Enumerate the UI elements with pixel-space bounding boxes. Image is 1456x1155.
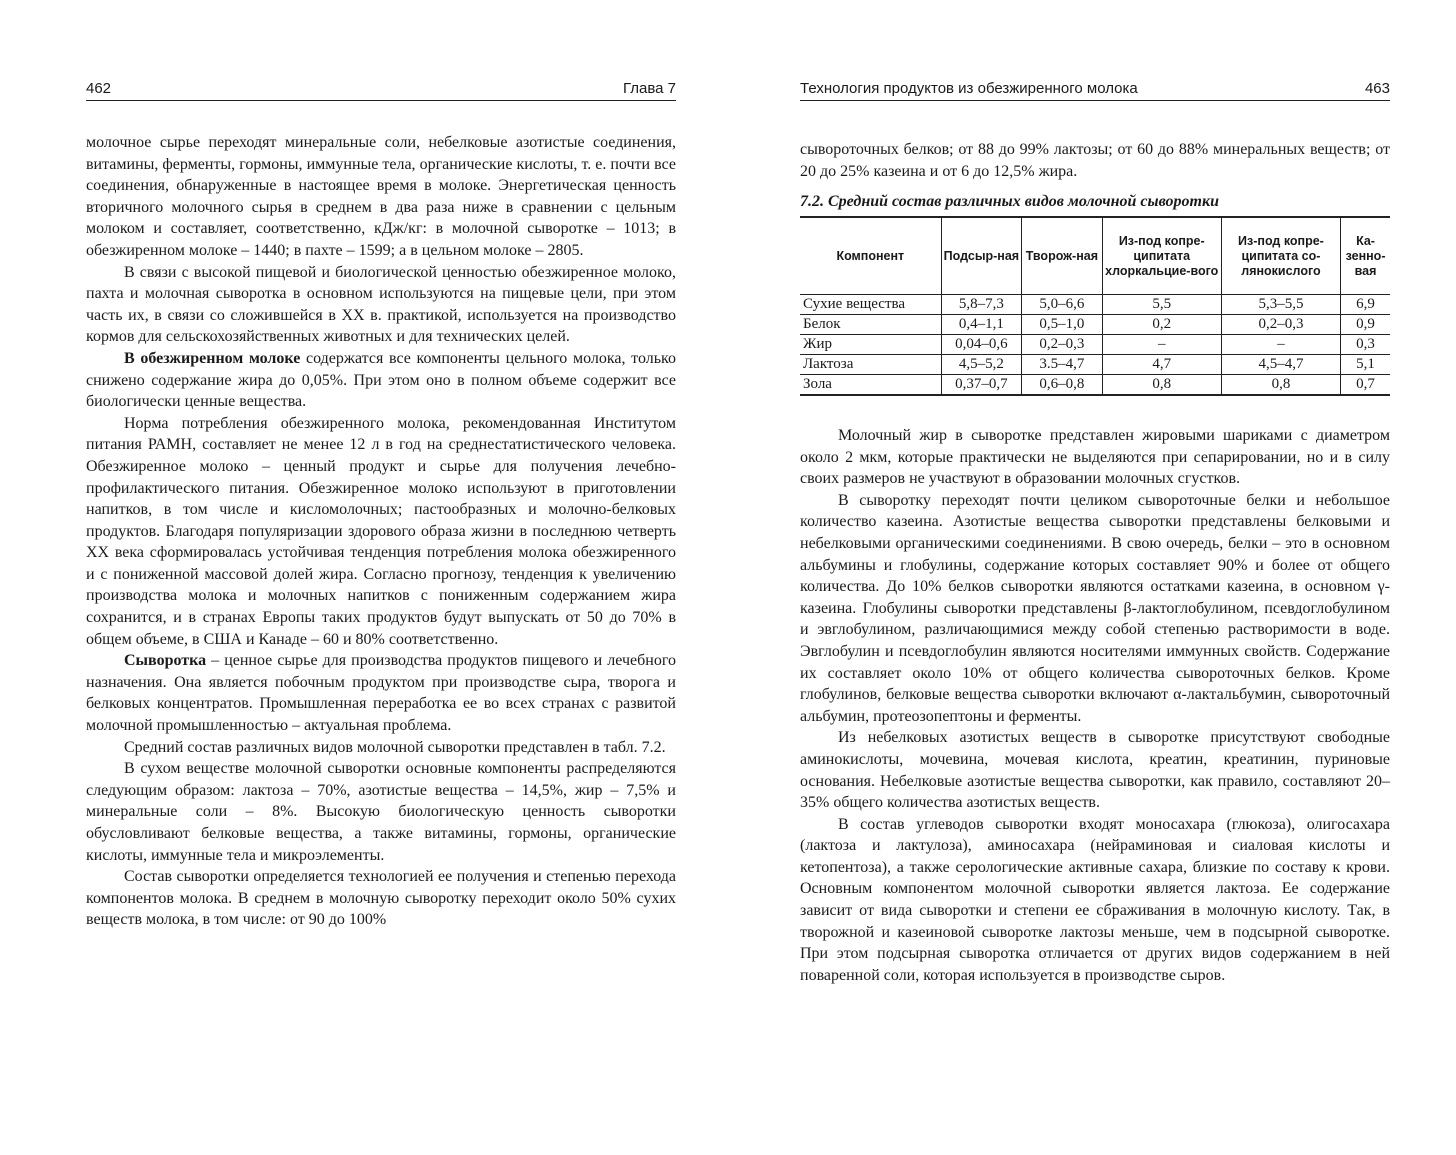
table-cell: 0,8 [1102, 375, 1221, 396]
table-cell: 4,5–4,7 [1221, 355, 1340, 375]
right-page [800, 0, 1390, 1155]
table-cell: 0,8 [1221, 375, 1340, 396]
paragraph: В сухом веществе молочной сыворотки основные компоненты распределяются следующим образом: лактоза – 70%, азотистые вещества – 14,5%, жир – 7,5% и минеральные соли – 8%. Высокую биологическую ценность сыворотки обусловливают белковые вещества, а также витамины, гормоны, органические кислоты, иммунные тела и микроэлементы. [86, 760, 676, 864]
table-caption: 7.2. Средний состав различных видов молочной сыворотки [800, 193, 1219, 210]
paragraph: Норма потребления обезжиренного молока, рекомендованная Институтом питания РАМН, составляет не менее 12 л в год на среднестатистического человека. Обезжиренное молоко – ценный продукт и сырье для получения лечебно-профилактического питания. Обезжиренное молоко используют в приготовлении напитков, в том числе и кисломолочных; пастообразных и молочно-белковых продуктов. Благодаря популяризации здорового образа жизни в последнюю четверть XX века сформировалась устойчивая тенденция потребления молока обезжиренного и с пониженной массовой долей жира. Согласно прогнозу, тенденция к увеличению производства молока и молочных напитков с пониженным содержанием жира сохранится, и в странах Европы таких продуктов будут выпускать от 50 до 70% в общем объеме, в США и Канаде – 60 и 80% соответственно. [86, 414, 676, 648]
table-row [800, 295, 1390, 315]
table-cell: 0,7 [1341, 375, 1390, 396]
paragraph-text: – ценное сырье для производства продуктов пищевого и лечебного назначения. Она является побочным продуктом при производстве сыра, творога и белковых концентратов. Промышленная переработка ее во всех странах с развитой молочной промышленностью – актуальная проблема. [86, 652, 676, 735]
page-number-right: 463 [1364, 80, 1390, 97]
paragraph [86, 650, 676, 736]
table-header: Компонент [800, 217, 941, 295]
table-cell: Белок [800, 315, 941, 335]
table-header: Из-под копре-ципитата хлоркальцие-вого [1102, 217, 1221, 295]
paragraph: Из небелковых азотистых веществ в сыворотке присутствуют свободные аминокислоты, мочевина, мочевая кислота, креатин, креатинин, пуриновые основания. Небелковые азотистые вещества сыворотки, как правило, составляют 20–35% общего количества азотистых веществ. [800, 729, 1390, 812]
table-cell: 0,2–0,3 [1221, 315, 1340, 335]
table-cell: 4,5–5,2 [941, 355, 1022, 375]
right-body-top [800, 139, 1390, 182]
table-row [800, 315, 1390, 335]
table-cell: 0,37–0,7 [941, 375, 1022, 396]
paragraph: сывороточных белков; от 88 до 99% лактозы; от 60 до 88% минеральных веществ; от 20 до 25% казеина и от 6 до 12,5% жира. [800, 141, 1390, 180]
section-title: Технология продуктов из обезжиренного молока [800, 80, 1138, 97]
table-cell: Сухие вещества [800, 295, 941, 315]
paragraph: Молочный жир в сыворотке представлен жировыми шариками с диаметром около 2 мкм, которые практически не выделяются при сепарировании, но и в силу своих размеров не участвуют в образовании молочных сгустков. [800, 427, 1390, 488]
paragraph: молочное сырье переходят минеральные соли, небелковые азотистые соединения, витамины, ферменты, гормоны, иммунные тела, органические кислоты, т. е. почти все соединения, обнаруженные в настоящее время в молоке. Энергетическая ценность вторичного молочного сырья в среднем в два раза ниже в сравнении с цельным молоком и составляет, соответственно, кДж/кг: в молочной сыворотке – 1013; в обезжиренном молоке – 1440; в пахте – 1599; а в цельном молоке – 2805. [86, 134, 676, 259]
paragraph [86, 348, 676, 413]
table-cell: 0,5–1,0 [1022, 315, 1103, 335]
left-body-text [86, 132, 676, 931]
left-page [86, 0, 676, 1155]
table-cell: 6,9 [1341, 295, 1390, 315]
table-cell: 5,5 [1102, 295, 1221, 315]
table-header: Подсыр-ная [941, 217, 1022, 295]
paragraph: В сыворотку переходят почти целиком сывороточные белки и небольшое количество казеина. Азотистые вещества сыворотки представлены белковыми и небелковыми органическими соединениями. В свою очередь, белки – это в основном альбумины и глобулины, содержание которых составляет 90% и более от общего количества. До 10% белков сыворотки являются остатками казеина, в основном γ-казеина. Глобулины сыворотки представлены β-лактоглобулином, псевдоглобулином и эвглобулином, различающимися между собой степенью растворимости в воде. Эвглобулин и псевдоглобулин являются носителями иммунных свойств. Содержание их составляет около 10% от общего количества сывороточных белков. Кроме глобулинов, белковые вещества сыворотки включают α-лактальбумин, сывороточный альбумин, протеозопептоны и ферменты. [800, 491, 1390, 725]
whey-composition-table [800, 216, 1390, 396]
table-cell: – [1221, 335, 1340, 355]
table-cell: Лактоза [800, 355, 941, 375]
paragraph-text: содержатся все компоненты цельного молока, только снижено содержание жира до 0,05%. При этом оно в полном объеме содержит все биологически ценные вещества. [86, 349, 676, 411]
table-header: Творож-ная [1022, 217, 1103, 295]
table-row [800, 335, 1390, 355]
table-cell: 5,8–7,3 [941, 295, 1022, 315]
table-header-row [800, 217, 1390, 295]
table-cell: – [1102, 335, 1221, 355]
table-cell: Жир [800, 335, 941, 355]
table-row [800, 375, 1390, 396]
table-header: Ка-зенно-вая [1341, 217, 1390, 295]
table-cell: 0,6–0,8 [1022, 375, 1103, 396]
table-cell: 4,7 [1102, 355, 1221, 375]
table-cell: Зола [800, 375, 941, 396]
table-cell: 5,0–6,6 [1022, 295, 1103, 315]
table-cell: 5,3–5,5 [1221, 295, 1340, 315]
right-body-bottom [800, 425, 1390, 986]
bold-term: Сыворотка [124, 652, 207, 670]
table-header: Из-под копре-ципитата со-лянокислого [1221, 217, 1340, 295]
paragraph: Средний состав различных видов молочной сыворотки представлен в табл. 7.2. [124, 738, 666, 756]
table-cell: 0,3 [1341, 335, 1390, 355]
paragraph: Состав сыворотки определяется технологией ее получения и степенью перехода компонентов молока. В среднем в молочную сыворотку переходит около 50% сухих веществ молока, в том числе: от 90 до 100% [86, 868, 676, 929]
table-cell: 5,1 [1341, 355, 1390, 375]
table-row [800, 355, 1390, 375]
page-number-left: 462 [86, 80, 112, 97]
table-cell: 0,9 [1341, 315, 1390, 335]
paragraph: В связи с высокой пищевой и биологической ценностью обезжиренное молоко, пахта и молочная сыворотка в основном используются на пищевые цели, при этом часть их, в связи со сложившейся в XX в. практикой, используется на производство кормов для сельскохозяйственных животных и для технических целей. [86, 263, 676, 346]
table-cell: 0,4–1,1 [941, 315, 1022, 335]
table-cell: 0,04–0,6 [941, 335, 1022, 355]
right-running-head [800, 78, 1390, 101]
paragraph: В состав углеводов сыворотки входят моносахара (глюкоза), олигосахара (лактоза и лактулоза), аминосахара (нейраминовая и сиаловая кислоты и кетопентоза), а также серологические активные сахара, близкие по составу к крови. Основным компонентом молочной сыворотки является лактоза. Ее содержание зависит от вида сыворотки и степени ее сбраживания в молочную кислоту. Так, в творожной и казеиновой сыворотке лактозы меньше, чем в подсырной сыворотке. При этом подсырная сыворотка отличается от других видов содержанием в ней поваренной соли, которая используется в производстве сыров. [800, 815, 1390, 984]
table-cell: 3.5–4,7 [1022, 355, 1103, 375]
chapter-title: Глава 7 [622, 80, 676, 97]
left-running-head [86, 78, 676, 101]
bold-term: В обезжиренном молоке [124, 349, 301, 367]
table-cell: 0,2–0,3 [1022, 335, 1103, 355]
table-cell: 0,2 [1102, 315, 1221, 335]
